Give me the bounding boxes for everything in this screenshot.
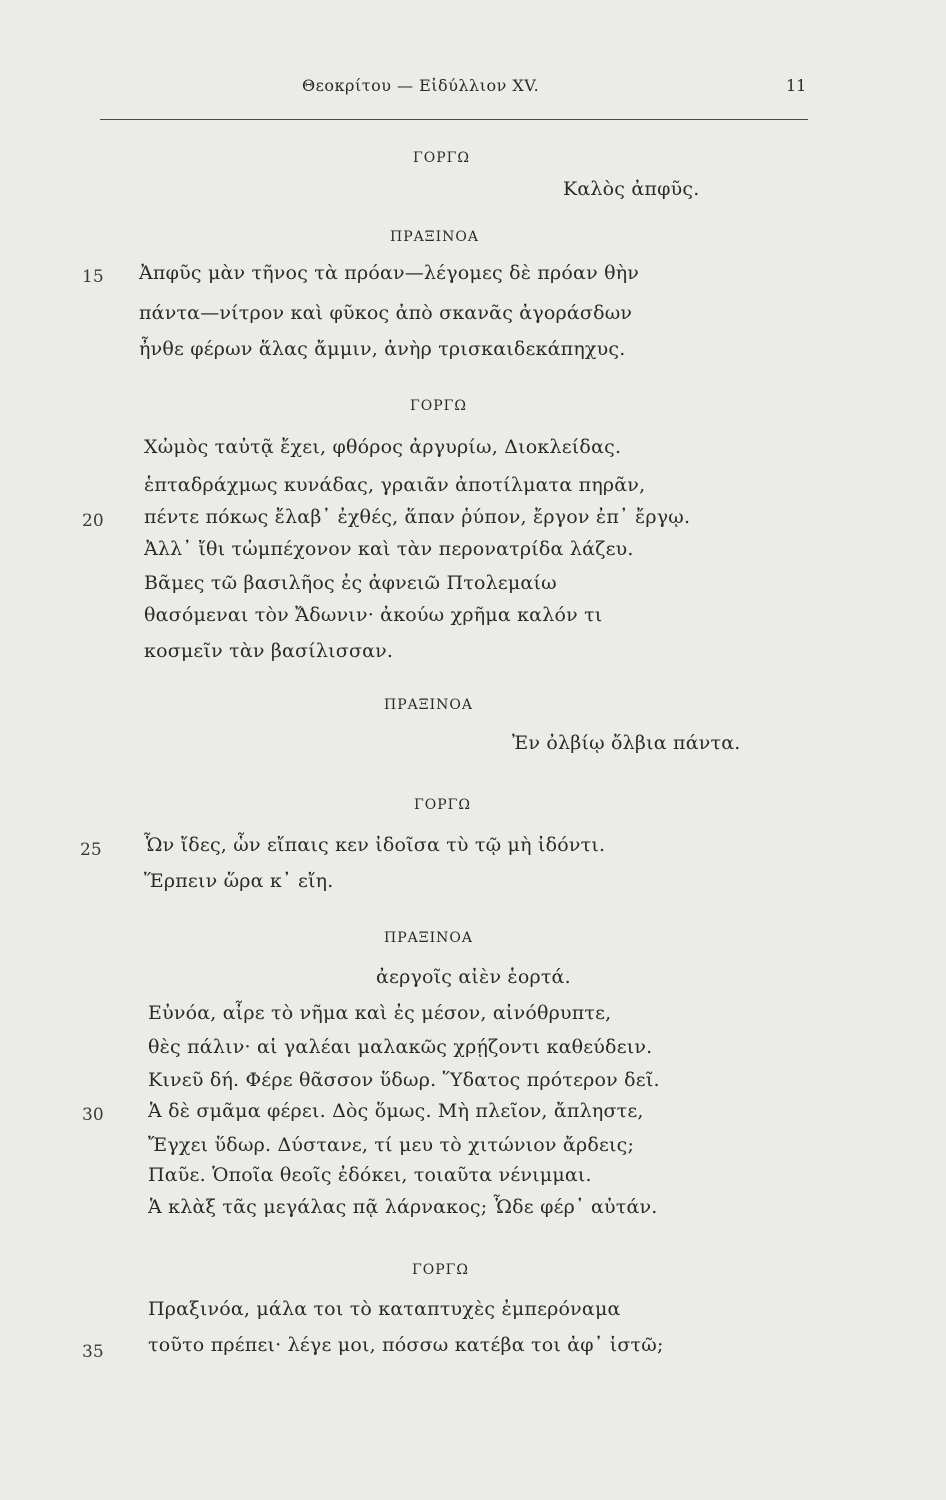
speaker-name: ΠΡΑΞΙΝΟΑ [390, 229, 479, 245]
verse-line: Ἀλλ᾽ ἴθι τὠμπέχονον καὶ τὰν περονατρίδα λάζευ. [144, 538, 634, 560]
verse-line: θασόμεναι τὸν Ἄδωνιν· ἀκούω χρῆμα καλόν τι [144, 604, 603, 626]
speaker-name: ΓΟΡΓΩ [414, 797, 471, 813]
verse-line: Ἔγχει ὕδωρ. Δύστανε, τί μευ τὸ χιτώνιον ἄρδεις; [148, 1134, 635, 1156]
page-number: 11 [786, 76, 807, 95]
verse-line: Ἕρπειν ὥρα κ᾽ εἴη. [144, 870, 334, 892]
verse-line: Ἁ κλὰξ τᾶς μεγάλας πᾷ λάρνακος; Ὧδε φέρ᾽ αὐτάν. [148, 1196, 658, 1218]
line-number: 30 [82, 1105, 104, 1125]
speaker-name: ΓΟΡΓΩ [413, 150, 470, 166]
verse-line: Καλὸς ἀπφῦς. [563, 178, 700, 200]
speaker-name: ΓΟΡΓΩ [412, 1262, 469, 1278]
verse-line: τοῦτο πρέπει· λέγε μοι, πόσσω κατέβα τοι ἀφ᾽ ἱστῶ; [148, 1334, 664, 1356]
verse-line: Ἀπφῦς μὰν τῆνος τὰ πρόαν—λέγομες δὲ πρόαν θὴν [139, 262, 640, 284]
verse-line: Παῦε. Ὁποῖα θεοῖς ἐδόκει, τοιαῦτα νένιμμαι. [148, 1164, 592, 1186]
verse-line: θὲς πάλιν· αἱ γαλέαι μαλακῶς χρῄζοντι καθεύδειν. [148, 1036, 653, 1058]
speaker-name: ΓΟΡΓΩ [410, 398, 467, 414]
line-number: 35 [82, 1342, 104, 1362]
verse-line: Ἁ δὲ σμᾶμα φέρει. Δὸς ὅμως. Μὴ πλεῖον, ἄπληστε, [148, 1100, 644, 1122]
verse-line: Κινεῦ δή. Φέρε θᾶσσον ὕδωρ. Ὕδατος πρότερον δεῖ. [148, 1069, 660, 1091]
line-number: 20 [82, 511, 104, 531]
verse-line: Βᾶμες τῶ βασιλῆος ἐς ἀφνειῶ Πτολεμαίω [144, 572, 557, 594]
verse-line: Ἐν ὀλβίῳ ὄλβια πάντα. [512, 732, 741, 754]
verse-line: ἀεργοῖς αἰὲν ἑορτά. [376, 966, 571, 988]
verse-line: Χὠμὸς ταὐτᾷ ἔχει, φθόρος ἀργυρίω, Διοκλείδας. [144, 436, 622, 458]
verse-line: Εὐνόα, αἶρε τὸ νῆμα καὶ ἐς μέσον, αἰνόθρυπτε, [148, 1002, 612, 1024]
verse-line: πέντε πόκως ἔλαβ᾽ ἐχθές, ἅπαν ῥύπον, ἔργον ἐπ᾽ ἔργῳ. [144, 506, 691, 528]
line-number: 15 [82, 267, 104, 287]
speaker-name: ΠΡΑΞΙΝΟΑ [384, 930, 473, 946]
header-rule [100, 119, 808, 120]
verse-line: κοσμεῖν τὰν βασίλισσαν. [144, 640, 394, 662]
verse-line: Πραξινόα, μάλα τοι τὸ καταπτυχὲς ἐμπερόναμα [148, 1298, 621, 1320]
verse-line: Ὧν ἴδες, ὧν εἴπαις κεν ἰδοῖσα τὺ τῷ μὴ ἰδόντι. [144, 834, 606, 856]
running-title: Θεοκρίτου — Εἰδύλλιον XV. [302, 76, 540, 95]
verse-line: πάντα—νίτρον καὶ φῦκος ἀπὸ σκανᾶς ἀγοράσδων [139, 302, 633, 324]
speaker-name: ΠΡΑΞΙΝΟΑ [384, 697, 473, 713]
verse-line: ἦνθε φέρων ἅλας ἄμμιν, ἀνὴρ τρισκαιδεκάπηχυς. [139, 338, 626, 360]
verse-line: ἑπταδράχμως κυνάδας, γραιᾶν ἀποτίλματα πηρᾶν, [144, 474, 646, 496]
line-number: 25 [80, 840, 102, 860]
